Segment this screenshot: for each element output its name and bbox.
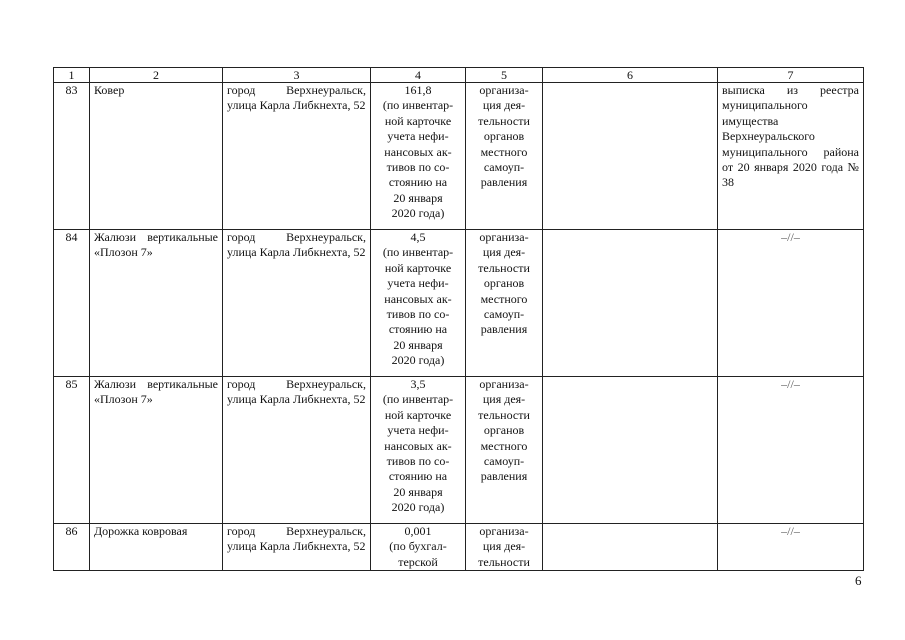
- value-cell-line: нансовых ак-: [384, 438, 452, 453]
- value-cell-line: (по бухгал-: [389, 539, 447, 554]
- value-cell-line: учета нефи-: [387, 423, 449, 438]
- column-6-cell: [543, 83, 718, 230]
- value-cell: [371, 230, 466, 377]
- value-cell-line: тивов по со-: [386, 454, 450, 469]
- holder-cell-line: равления: [480, 469, 528, 484]
- holder-cell: [466, 83, 543, 230]
- value-cell-line: 2020 года): [391, 206, 445, 221]
- holder-cell-line: тельности: [478, 554, 530, 569]
- value-cell: [371, 377, 466, 524]
- holder-cell-line: местного: [480, 144, 528, 159]
- column-header: 3: [223, 68, 371, 83]
- holder-cell-line: ция дея-: [482, 98, 526, 113]
- value-cell-line: терской: [398, 554, 438, 569]
- value-cell-line: 3,5: [410, 377, 426, 391]
- value-cell-line: ной карточке: [384, 407, 452, 422]
- holder-cell-line: органов: [483, 129, 525, 144]
- holder-cell-line: тельности: [478, 113, 530, 128]
- holder-cell: [466, 524, 543, 571]
- value-cell-line: тивов по со-: [386, 160, 450, 175]
- value-cell-line: 4,5: [410, 230, 426, 244]
- value-cell-line: 2020 года): [391, 353, 445, 368]
- value-cell-line: ной карточке: [384, 113, 452, 128]
- value-cell-line: 20 января: [393, 190, 443, 205]
- value-cell-line: (по инвентар-: [382, 245, 454, 260]
- row-number-cell: 86: [54, 524, 90, 571]
- holder-cell-line: равления: [480, 322, 528, 337]
- object-name-cell: Жалюзи вертикальные «Плозон 7»: [90, 377, 223, 524]
- value-cell-line: нансовых ак-: [384, 291, 452, 306]
- column-header: 4: [371, 68, 466, 83]
- address-cell: город Верхнеуральск, улица Карла Либкнехта, 52: [223, 377, 371, 524]
- value-cell: [371, 524, 466, 571]
- row-number-cell: 83: [54, 83, 90, 230]
- column-6-cell: [543, 524, 718, 571]
- holder-cell-line: местного: [480, 291, 528, 306]
- basis-cell: выписка из реестра муниципального имущества Верхнеуральского муниципального района от 20 января 2020 года № 38: [718, 83, 864, 230]
- value-cell-line: нансовых ак-: [384, 144, 452, 159]
- holder-cell-line: местного: [480, 438, 528, 453]
- holder-cell-line: организа-: [479, 524, 529, 538]
- value-cell-line: стоянию на: [388, 175, 448, 190]
- value-cell-line: учета нефи-: [387, 276, 449, 291]
- address-cell: город Верхнеуральск, улица Карла Либкнехта, 52: [223, 230, 371, 377]
- value-cell-line: 20 января: [393, 484, 443, 499]
- column-header: 7: [718, 68, 864, 83]
- basis-cell: –//–: [718, 524, 864, 571]
- property-register-table: [53, 67, 864, 571]
- table-row: [54, 83, 864, 230]
- value-cell-line: (по инвентар-: [382, 392, 454, 407]
- table-row: [54, 524, 864, 571]
- holder-cell: [466, 230, 543, 377]
- object-name-cell: Дорожка ковровая: [90, 524, 223, 571]
- value-cell-line: 161,8: [404, 83, 432, 97]
- value-cell-line: учета нефи-: [387, 129, 449, 144]
- table-row: [54, 230, 864, 377]
- holder-cell-line: организа-: [479, 230, 529, 244]
- holder-cell-line: органов: [483, 276, 525, 291]
- value-cell-line: (по инвентар-: [382, 98, 454, 113]
- holder-cell-line: самоуп-: [483, 454, 525, 469]
- holder-cell: [466, 377, 543, 524]
- value-cell-line: стоянию на: [388, 469, 448, 484]
- holder-cell-line: ция дея-: [482, 392, 526, 407]
- address-cell: город Верхнеуральск, улица Карла Либкнехта, 52: [223, 83, 371, 230]
- holder-cell-line: органов: [483, 423, 525, 438]
- column-6-cell: [543, 230, 718, 377]
- basis-cell: –//–: [718, 230, 864, 377]
- holder-cell-line: организа-: [479, 377, 529, 391]
- holder-cell-line: организа-: [479, 83, 529, 97]
- holder-cell-line: тельности: [478, 407, 530, 422]
- object-name-cell: Ковер: [90, 83, 223, 230]
- column-6-cell: [543, 377, 718, 524]
- value-cell-line: ной карточке: [384, 260, 452, 275]
- value-cell-line: тивов по со-: [386, 307, 450, 322]
- row-number-cell: 84: [54, 230, 90, 377]
- value-cell-line: стоянию на: [388, 322, 448, 337]
- holder-cell-line: самоуп-: [483, 160, 525, 175]
- page-number: 6: [855, 573, 862, 588]
- column-header: 5: [466, 68, 543, 83]
- column-header: 2: [90, 68, 223, 83]
- value-cell: [371, 83, 466, 230]
- row-number-cell: 85: [54, 377, 90, 524]
- holder-cell-line: равления: [480, 175, 528, 190]
- value-cell-line: 20 января: [393, 337, 443, 352]
- holder-cell-line: ция дея-: [482, 539, 526, 554]
- holder-cell-line: ция дея-: [482, 245, 526, 260]
- value-cell-line: 2020 года): [391, 500, 445, 515]
- column-header: 6: [543, 68, 718, 83]
- holder-cell-line: тельности: [478, 260, 530, 275]
- address-cell: город Верхнеуральск, улица Карла Либкнехта, 52: [223, 524, 371, 571]
- basis-cell: –//–: [718, 377, 864, 524]
- holder-cell-line: самоуп-: [483, 307, 525, 322]
- value-cell-line: 0,001: [404, 524, 432, 538]
- column-number-header-row: [54, 68, 864, 83]
- column-header: 1: [54, 68, 90, 83]
- object-name-cell: Жалюзи вертикальные «Плозон 7»: [90, 230, 223, 377]
- table-row: [54, 377, 864, 524]
